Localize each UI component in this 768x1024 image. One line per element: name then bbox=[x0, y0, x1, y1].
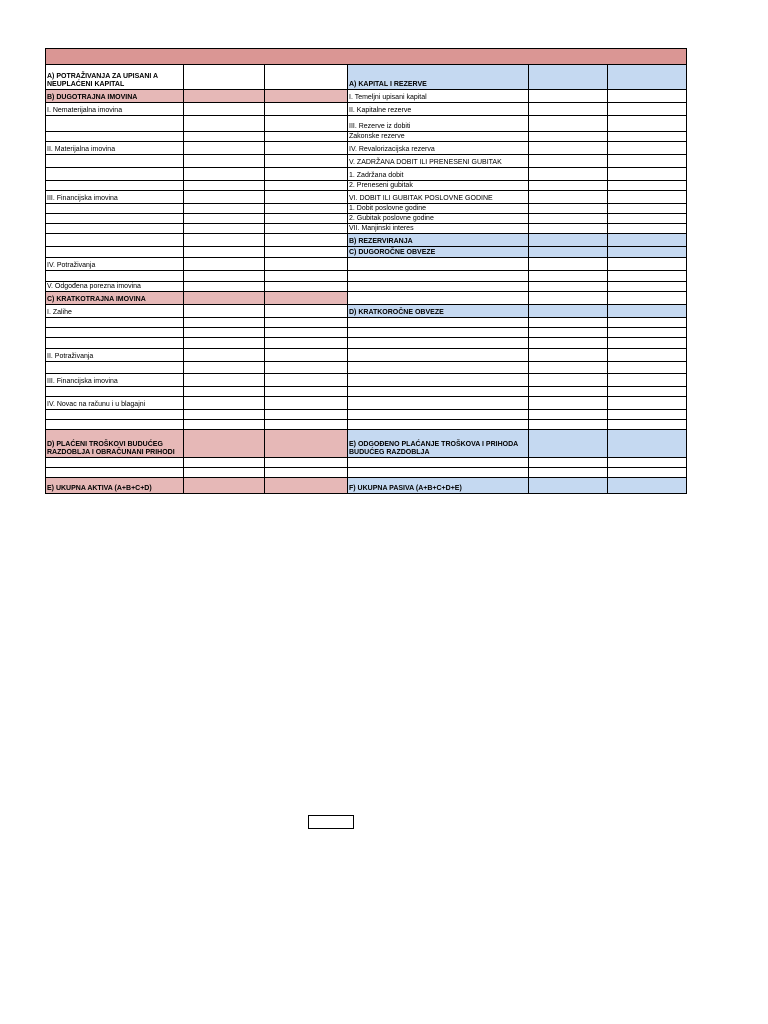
right-label-cell bbox=[348, 374, 529, 387]
left-value-cell-2 bbox=[265, 328, 348, 338]
table-row bbox=[46, 374, 687, 387]
left-label-cell: I. Zalihe bbox=[46, 305, 184, 318]
right-value-cell-1 bbox=[529, 224, 608, 234]
table-row bbox=[46, 387, 687, 397]
right-value-cell-1 bbox=[529, 292, 608, 305]
left-value-cell-1 bbox=[184, 410, 265, 420]
right-value-cell-1 bbox=[529, 258, 608, 271]
right-value-cell-1 bbox=[529, 204, 608, 214]
right-value-cell-2 bbox=[608, 132, 687, 142]
right-value-cell-1 bbox=[529, 103, 608, 116]
right-value-cell-1 bbox=[529, 349, 608, 362]
right-value-cell-1 bbox=[529, 430, 608, 458]
balance-sheet-body bbox=[46, 49, 687, 494]
left-label-cell bbox=[46, 234, 184, 247]
left-label-cell: A) POTRAŽIVANJA ZA UPISANI A NEUPLAĆENI KAPITAL bbox=[46, 65, 184, 90]
right-value-cell-2 bbox=[608, 468, 687, 478]
header-row bbox=[46, 49, 687, 65]
left-value-cell-1 bbox=[184, 458, 265, 468]
left-value-cell-1 bbox=[184, 65, 265, 90]
right-value-cell-2 bbox=[608, 258, 687, 271]
right-value-cell-2 bbox=[608, 155, 687, 168]
right-value-cell-2 bbox=[608, 397, 687, 410]
right-label-cell bbox=[348, 468, 529, 478]
right-value-cell-2 bbox=[608, 282, 687, 292]
left-value-cell-2 bbox=[265, 305, 348, 318]
left-value-cell-1 bbox=[184, 282, 265, 292]
right-value-cell-1 bbox=[529, 374, 608, 387]
left-label-cell: C) KRATKOTRAJNA IMOVINA bbox=[46, 292, 184, 305]
right-label-cell bbox=[348, 258, 529, 271]
right-value-cell-1 bbox=[529, 116, 608, 132]
table-row bbox=[46, 234, 687, 247]
left-value-cell-2 bbox=[265, 468, 348, 478]
left-value-cell-2 bbox=[265, 430, 348, 458]
table-row bbox=[46, 271, 687, 282]
left-value-cell-1 bbox=[184, 132, 265, 142]
left-label-cell: IV. Novac na računu i u blagajni bbox=[46, 397, 184, 410]
right-value-cell-2 bbox=[608, 349, 687, 362]
left-label-cell: II. Potraživanja bbox=[46, 349, 184, 362]
right-label-cell: II. Kapitalne rezerve bbox=[348, 103, 529, 116]
left-value-cell-1 bbox=[184, 224, 265, 234]
right-value-cell-1 bbox=[529, 458, 608, 468]
left-value-cell-2 bbox=[265, 247, 348, 258]
right-value-cell-1 bbox=[529, 305, 608, 318]
table-row bbox=[46, 116, 687, 132]
left-value-cell-1 bbox=[184, 234, 265, 247]
left-value-cell-2 bbox=[265, 224, 348, 234]
left-value-cell-2 bbox=[265, 65, 348, 90]
table-row bbox=[46, 90, 687, 103]
right-label-cell: 1. Zadržana dobit bbox=[348, 168, 529, 181]
right-label-cell: A) KAPITAL I REZERVE bbox=[348, 65, 529, 90]
right-label-cell bbox=[348, 362, 529, 374]
left-value-cell-1 bbox=[184, 362, 265, 374]
left-label-cell: IV. Potraživanja bbox=[46, 258, 184, 271]
left-value-cell-1 bbox=[184, 338, 265, 349]
left-label-cell bbox=[46, 181, 184, 191]
right-label-cell bbox=[348, 387, 529, 397]
table-row bbox=[46, 204, 687, 214]
left-value-cell-1 bbox=[184, 387, 265, 397]
left-value-cell-2 bbox=[265, 420, 348, 430]
left-value-cell-2 bbox=[265, 234, 348, 247]
left-label-cell: V. Odgođena porezna imovina bbox=[46, 282, 184, 292]
left-value-cell-2 bbox=[265, 410, 348, 420]
table-row bbox=[46, 397, 687, 410]
right-value-cell-1 bbox=[529, 362, 608, 374]
right-value-cell-2 bbox=[608, 247, 687, 258]
right-value-cell-1 bbox=[529, 247, 608, 258]
left-label-cell bbox=[46, 338, 184, 349]
table-row bbox=[46, 318, 687, 328]
left-value-cell-1 bbox=[184, 258, 265, 271]
table-row bbox=[46, 420, 687, 430]
left-value-cell-2 bbox=[265, 282, 348, 292]
left-value-cell-1 bbox=[184, 478, 265, 494]
left-value-cell-1 bbox=[184, 214, 265, 224]
left-value-cell-1 bbox=[184, 116, 265, 132]
left-value-cell-1 bbox=[184, 90, 265, 103]
right-value-cell-2 bbox=[608, 271, 687, 282]
table-row bbox=[46, 410, 687, 420]
left-value-cell-1 bbox=[184, 168, 265, 181]
left-label-cell bbox=[46, 458, 184, 468]
left-value-cell-2 bbox=[265, 191, 348, 204]
right-label-cell: V. ZADRŽANA DOBIT ILI PRENESENI GUBITAK bbox=[348, 155, 529, 168]
table-row bbox=[46, 349, 687, 362]
right-label-cell: VII. Manjinski interes bbox=[348, 224, 529, 234]
table-row bbox=[46, 305, 687, 318]
left-label-cell: I. Nematerijalna imovina bbox=[46, 103, 184, 116]
left-value-cell-1 bbox=[184, 397, 265, 410]
right-label-cell: E) ODGOĐENO PLAĆANJE TROŠKOVA I PRIHODA BUDUĆEG RAZDOBLJA bbox=[348, 430, 529, 458]
right-label-cell: IV. Revalorizacijska rezerva bbox=[348, 142, 529, 155]
left-value-cell-2 bbox=[265, 292, 348, 305]
left-value-cell-2 bbox=[265, 271, 348, 282]
table-row bbox=[46, 65, 687, 90]
right-value-cell-2 bbox=[608, 305, 687, 318]
left-label-cell bbox=[46, 204, 184, 214]
table-row bbox=[46, 292, 687, 305]
left-value-cell-2 bbox=[265, 318, 348, 328]
left-value-cell-1 bbox=[184, 349, 265, 362]
table-row bbox=[46, 468, 687, 478]
left-label-cell bbox=[46, 271, 184, 282]
right-value-cell-2 bbox=[608, 292, 687, 305]
left-value-cell-2 bbox=[265, 362, 348, 374]
left-value-cell-1 bbox=[184, 318, 265, 328]
left-value-cell-1 bbox=[184, 305, 265, 318]
right-label-cell bbox=[348, 420, 529, 430]
right-label-cell bbox=[348, 458, 529, 468]
right-value-cell-1 bbox=[529, 271, 608, 282]
left-label-cell: D) PLAĆENI TROŠKOVI BUDUĆEG RAZDOBLJA I OBRAČUNANI PRIHODI bbox=[46, 430, 184, 458]
right-label-cell: III. Rezerve iz dobiti bbox=[348, 116, 529, 132]
right-label-cell: D) KRATKOROČNE OBVEZE bbox=[348, 305, 529, 318]
right-label-cell bbox=[348, 328, 529, 338]
right-value-cell-2 bbox=[608, 430, 687, 458]
right-value-cell-2 bbox=[608, 204, 687, 214]
right-label-cell: 2. Gubitak poslovne godine bbox=[348, 214, 529, 224]
right-label-cell: Zakonske rezerve bbox=[348, 132, 529, 142]
right-label-cell: VI. DOBIT ILI GUBITAK POSLOVNE GODINE bbox=[348, 191, 529, 204]
left-value-cell-2 bbox=[265, 458, 348, 468]
right-value-cell-2 bbox=[608, 458, 687, 468]
left-value-cell-2 bbox=[265, 338, 348, 349]
left-value-cell-2 bbox=[265, 168, 348, 181]
left-value-cell-2 bbox=[265, 181, 348, 191]
table-row bbox=[46, 362, 687, 374]
left-value-cell-2 bbox=[265, 478, 348, 494]
left-label-cell: III. Financijska imovina bbox=[46, 374, 184, 387]
right-value-cell-1 bbox=[529, 318, 608, 328]
table-row bbox=[46, 168, 687, 181]
left-label-cell bbox=[46, 224, 184, 234]
right-value-cell-2 bbox=[608, 362, 687, 374]
left-label-cell bbox=[46, 362, 184, 374]
right-label-cell: 1. Dobit poslovne godine bbox=[348, 204, 529, 214]
right-value-cell-1 bbox=[529, 65, 608, 90]
left-label-cell bbox=[46, 116, 184, 132]
right-label-cell bbox=[348, 397, 529, 410]
left-value-cell-2 bbox=[265, 155, 348, 168]
left-value-cell-2 bbox=[265, 116, 348, 132]
right-value-cell-2 bbox=[608, 191, 687, 204]
table-row bbox=[46, 458, 687, 468]
table-row bbox=[46, 258, 687, 271]
header-bar-cell bbox=[46, 49, 687, 65]
left-value-cell-2 bbox=[265, 103, 348, 116]
left-value-cell-2 bbox=[265, 387, 348, 397]
left-label-cell bbox=[46, 468, 184, 478]
left-label-cell bbox=[46, 420, 184, 430]
table-row bbox=[46, 155, 687, 168]
right-value-cell-2 bbox=[608, 90, 687, 103]
balance-sheet-table bbox=[45, 48, 687, 494]
left-value-cell-1 bbox=[184, 328, 265, 338]
left-value-cell-2 bbox=[265, 142, 348, 155]
right-value-cell-2 bbox=[608, 374, 687, 387]
right-value-cell-1 bbox=[529, 410, 608, 420]
right-value-cell-2 bbox=[608, 420, 687, 430]
right-value-cell-2 bbox=[608, 181, 687, 191]
right-value-cell-2 bbox=[608, 338, 687, 349]
right-label-cell bbox=[348, 282, 529, 292]
left-label-cell bbox=[46, 132, 184, 142]
left-value-cell-2 bbox=[265, 214, 348, 224]
table-row bbox=[46, 247, 687, 258]
left-label-cell bbox=[46, 328, 184, 338]
left-value-cell-1 bbox=[184, 430, 265, 458]
table-row bbox=[46, 282, 687, 292]
left-value-cell-1 bbox=[184, 155, 265, 168]
right-value-cell-1 bbox=[529, 328, 608, 338]
left-value-cell-2 bbox=[265, 349, 348, 362]
table-row bbox=[46, 181, 687, 191]
right-value-cell-2 bbox=[608, 478, 687, 494]
right-value-cell-1 bbox=[529, 155, 608, 168]
right-value-cell-1 bbox=[529, 191, 608, 204]
right-value-cell-1 bbox=[529, 142, 608, 155]
right-value-cell-2 bbox=[608, 142, 687, 155]
left-value-cell-1 bbox=[184, 247, 265, 258]
table-row bbox=[46, 191, 687, 204]
right-value-cell-2 bbox=[608, 318, 687, 328]
right-value-cell-1 bbox=[529, 397, 608, 410]
right-value-cell-2 bbox=[608, 328, 687, 338]
left-value-cell-1 bbox=[184, 191, 265, 204]
left-label-cell bbox=[46, 155, 184, 168]
table-row bbox=[46, 103, 687, 116]
right-value-cell-2 bbox=[608, 387, 687, 397]
right-label-cell bbox=[348, 338, 529, 349]
left-label-cell bbox=[46, 387, 184, 397]
left-value-cell-1 bbox=[184, 103, 265, 116]
right-value-cell-1 bbox=[529, 234, 608, 247]
right-label-cell bbox=[348, 318, 529, 328]
left-value-cell-1 bbox=[184, 204, 265, 214]
table-row bbox=[46, 142, 687, 155]
right-label-cell bbox=[348, 349, 529, 362]
right-value-cell-2 bbox=[608, 214, 687, 224]
right-value-cell-1 bbox=[529, 468, 608, 478]
table-row bbox=[46, 214, 687, 224]
right-value-cell-1 bbox=[529, 132, 608, 142]
right-value-cell-1 bbox=[529, 387, 608, 397]
right-value-cell-2 bbox=[608, 224, 687, 234]
right-value-cell-2 bbox=[608, 65, 687, 90]
table-row bbox=[46, 224, 687, 234]
left-label-cell: II. Materijalna imovina bbox=[46, 142, 184, 155]
right-value-cell-1 bbox=[529, 282, 608, 292]
right-value-cell-2 bbox=[608, 103, 687, 116]
right-value-cell-2 bbox=[608, 168, 687, 181]
left-label-cell bbox=[46, 214, 184, 224]
left-value-cell-1 bbox=[184, 142, 265, 155]
left-label-cell: B) DUGOTRAJNA IMOVINA bbox=[46, 90, 184, 103]
left-value-cell-2 bbox=[265, 90, 348, 103]
left-label-cell bbox=[46, 410, 184, 420]
right-value-cell-1 bbox=[529, 214, 608, 224]
left-value-cell-1 bbox=[184, 374, 265, 387]
table-row bbox=[46, 430, 687, 458]
right-value-cell-1 bbox=[529, 478, 608, 494]
right-value-cell-1 bbox=[529, 420, 608, 430]
left-value-cell-2 bbox=[265, 374, 348, 387]
right-value-cell-2 bbox=[608, 116, 687, 132]
right-label-cell: C) DUGOROČNE OBVEZE bbox=[348, 247, 529, 258]
left-value-cell-1 bbox=[184, 292, 265, 305]
right-label-cell bbox=[348, 271, 529, 282]
left-label-cell bbox=[46, 247, 184, 258]
right-label-cell: I. Temeljni upisani kapital bbox=[348, 90, 529, 103]
right-label-cell bbox=[348, 410, 529, 420]
left-value-cell-2 bbox=[265, 397, 348, 410]
left-value-cell-1 bbox=[184, 468, 265, 478]
right-value-cell-2 bbox=[608, 234, 687, 247]
left-value-cell-1 bbox=[184, 420, 265, 430]
page-number-box bbox=[308, 815, 354, 829]
right-value-cell-2 bbox=[608, 410, 687, 420]
table-row bbox=[46, 328, 687, 338]
left-value-cell-2 bbox=[265, 132, 348, 142]
left-label-cell bbox=[46, 168, 184, 181]
right-value-cell-1 bbox=[529, 181, 608, 191]
left-label-cell: III. Financijska imovina bbox=[46, 191, 184, 204]
right-label-cell: 2. Preneseni gubitak bbox=[348, 181, 529, 191]
left-value-cell-2 bbox=[265, 258, 348, 271]
right-value-cell-1 bbox=[529, 168, 608, 181]
left-value-cell-2 bbox=[265, 204, 348, 214]
right-label-cell: F) UKUPNA PASIVA (A+B+C+D+E) bbox=[348, 478, 529, 494]
left-label-cell bbox=[46, 318, 184, 328]
left-value-cell-1 bbox=[184, 181, 265, 191]
right-label-cell bbox=[348, 292, 529, 305]
right-value-cell-1 bbox=[529, 90, 608, 103]
left-label-cell: E) UKUPNA AKTIVA (A+B+C+D) bbox=[46, 478, 184, 494]
table-row bbox=[46, 478, 687, 494]
table-row bbox=[46, 132, 687, 142]
table-row bbox=[46, 338, 687, 349]
left-value-cell-1 bbox=[184, 271, 265, 282]
right-value-cell-1 bbox=[529, 338, 608, 349]
right-label-cell: B) REZERVIRANJA bbox=[348, 234, 529, 247]
